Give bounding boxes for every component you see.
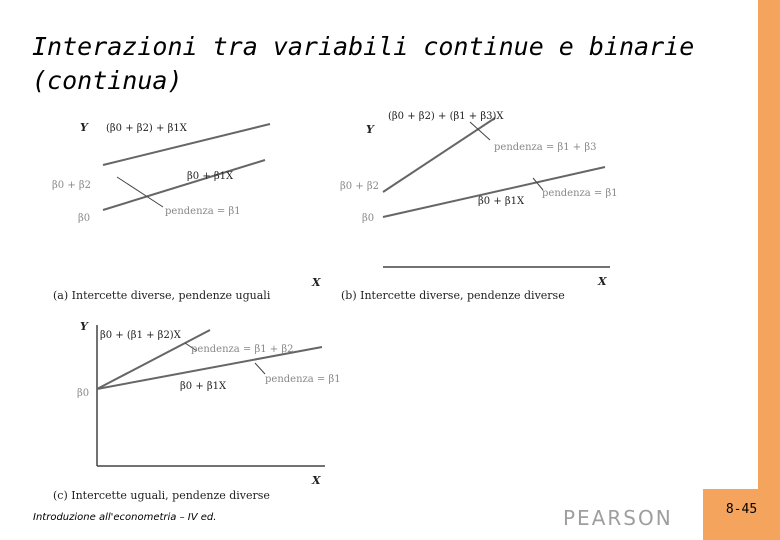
fig-c-lower-slope-label: pendenza = β1 [265,374,341,385]
page-number-box [703,489,780,540]
fig-c-x-axis-label: X [312,474,321,487]
fig-b-x-axis-label: X [598,275,607,288]
fig-c-lower-line-label: β0 + β1X [180,381,227,392]
fig-a-caption: (a) Intercette diverse, pendenze uguali [53,289,271,302]
fig-a-upper-line-label: (β0 + β2) + β1X [106,123,187,134]
fig-b-y-axis-label: Y [366,123,374,136]
fig-a-slope-pointer [117,177,163,207]
publisher-logo: PEARSON [563,506,673,530]
fig-a-y-axis-label: Y [80,121,88,134]
fig-b-upper-slope-label: pendenza = β1 + β3 [494,142,597,153]
fig-b-upper-line-label: (β0 + β2) + (β1 + β3)X [388,111,504,122]
fig-c-lower-pointer [255,363,265,374]
fig-a-lower-line [103,160,265,210]
fig-b-lower-slope-label: pendenza = β1 [542,188,618,199]
fig-a-slope-label: pendenza = β1 [165,206,241,217]
footer-book-title: Introduzione all'econometria – IV ed. [33,512,217,523]
fig-c-y-axis-label: Y [80,320,88,333]
fig-c-caption: (c) Intercette uguali, pendenze diverse [53,489,270,502]
fig-c-upper-slope-label: pendenza = β1 + β2 [191,344,294,355]
fig-b-intercept-upper: β0 + β2 [340,181,380,192]
figure-a [52,121,321,302]
fig-b-lower-line-label: β0 + β1X [478,196,525,207]
figure-b [340,111,618,302]
fig-b-caption: (b) Intercette diverse, pendenze diverse [341,289,565,302]
fig-b-upper-pointer [470,122,490,140]
figure-c [53,320,341,502]
fig-a-lower-line-label: β0 + β1X [187,171,234,182]
title-line-2: (continua) [32,66,183,95]
fig-c-upper-line-label: β0 + (β1 + β2)X [100,330,181,341]
page-number: 8-45 [725,502,758,517]
fig-a-x-axis-label: X [312,276,321,289]
fig-a-intercept-upper: β0 + β2 [52,180,92,191]
fig-b-intercept-lower: β0 [362,213,375,224]
fig-a-intercept-lower: β0 [78,213,91,224]
fig-c-intercept: β0 [77,388,90,399]
title-line-1: Interazioni tra variabili continue e binarie [32,32,695,61]
